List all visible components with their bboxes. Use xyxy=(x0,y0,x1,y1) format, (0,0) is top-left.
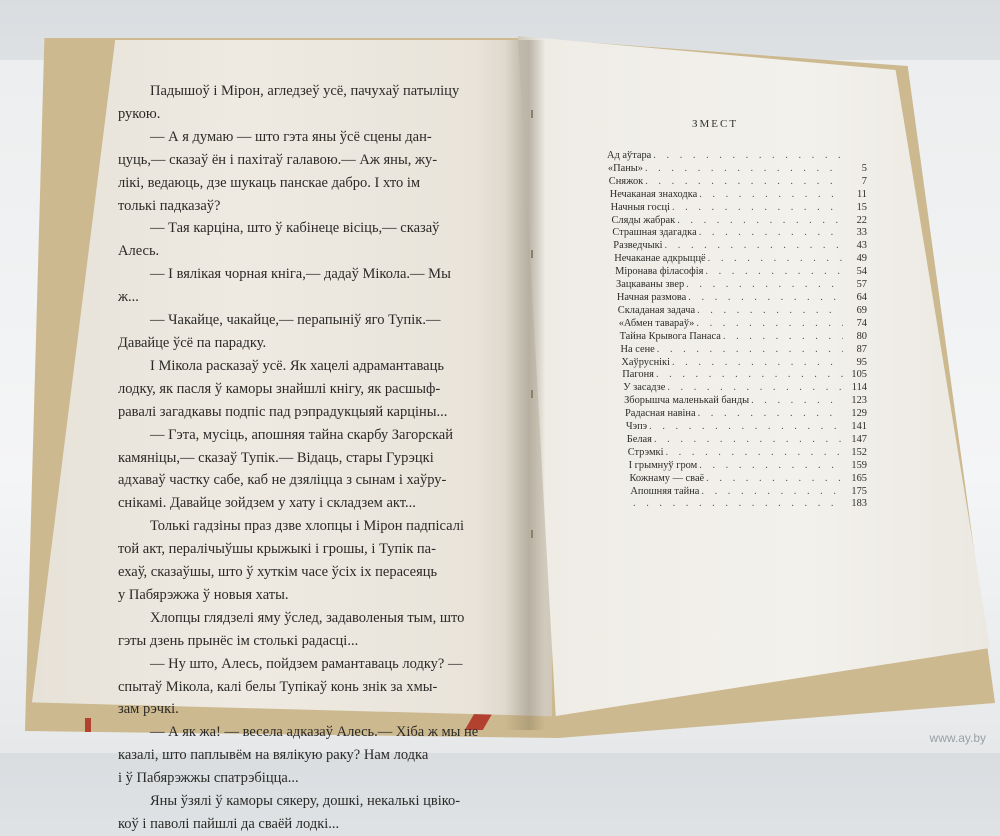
text-line: Яны ўзялі ў каморы сякеру, дошкі, некалькі цвіко- xyxy=(150,793,461,810)
toc-entry-title: І грымнуў гром xyxy=(628,459,698,471)
toc-entry-title: Белая xyxy=(626,433,652,445)
toc-entry-page: 5 xyxy=(861,162,867,174)
toc-entry-title: Зборышча маленькай банды xyxy=(624,395,750,407)
toc-leader-dots xyxy=(694,318,843,331)
toc-entry-page: 7 xyxy=(861,175,867,187)
toc-entry-page: 95 xyxy=(856,356,867,368)
binding-stitch xyxy=(531,250,533,258)
text-line: гэты дзень прынёс ім столькі радасці... xyxy=(118,632,359,649)
text-line: ехаў, сказаўшы, што ў хуткім часе ўсіх іх перасеяць xyxy=(118,564,438,581)
toc-entry-page: 49 xyxy=(856,253,867,265)
toc-entry-page: 15 xyxy=(856,201,867,213)
text-line: спытаў Мікола, калі белы Тупікаў конь знік за хмы- xyxy=(118,678,438,695)
toc-entry xyxy=(607,331,867,344)
toc-entry-page: 22 xyxy=(856,214,867,226)
toc-entry xyxy=(607,486,867,499)
toc-entry-page: 152 xyxy=(851,446,867,458)
toc-entry xyxy=(607,292,867,305)
text-line: — І вялікая чорная кніга,— дадаў Мікола.— Мы xyxy=(150,266,451,283)
toc-leader-dots xyxy=(651,150,843,163)
toc-leader-dots xyxy=(695,305,843,318)
text-line: у Пабярэжжа ў новыя хаты. xyxy=(118,586,289,603)
toc-entry-page: 80 xyxy=(856,330,867,342)
toc-entry-title: Ад аўтара xyxy=(607,150,652,161)
toc-entry xyxy=(607,421,867,434)
toc-leader-dots xyxy=(703,266,843,279)
toc-entry-title: Страшная здагадка xyxy=(612,227,697,239)
toc-entry-page: 105 xyxy=(851,369,867,381)
toc-entry-title: Складаная задача xyxy=(617,304,696,316)
toc-entry xyxy=(607,202,867,215)
toc-entry xyxy=(607,382,867,395)
toc-entry-title: Чэпэ xyxy=(625,421,648,433)
toc-entry xyxy=(607,215,867,228)
toc-entry-title: «Паны» xyxy=(607,162,643,174)
toc-entry xyxy=(607,176,867,189)
toc-leader-dots xyxy=(696,408,843,421)
text-line: — Гэта, мусіць, апошняя тайна скарбу Загорскай xyxy=(150,426,454,443)
toc-entry-title: Нечаканае адкрыццё xyxy=(614,253,706,265)
toc-entry-page xyxy=(843,150,867,163)
toc-entry-page: 64 xyxy=(856,291,867,303)
toc-entry-page: 114 xyxy=(851,382,867,394)
toc-entry xyxy=(607,253,867,266)
toc-entry-title: Стрэмкі xyxy=(627,446,664,458)
toc-entry-title: У засадзе xyxy=(623,382,666,394)
toc-leader-dots xyxy=(631,498,843,511)
text-line: — А я думаю — што гэта яны ўсё сцены дан- xyxy=(150,128,432,145)
left-page-text xyxy=(118,80,528,836)
text-line: равалі загадкавы подпіс пад рэпрадукцыяй карціны... xyxy=(118,403,448,420)
toc-entry xyxy=(607,240,867,253)
toc-leader-dots xyxy=(697,460,843,473)
toc-entry xyxy=(607,498,867,511)
text-line: — Чакайце, чакайце,— перапыніў яго Тупік.— xyxy=(150,312,441,329)
binding-stitch xyxy=(531,390,533,398)
toc-leader-dots xyxy=(721,331,843,344)
toc-entry-page: 175 xyxy=(851,485,867,497)
toc-leader-dots xyxy=(670,357,843,370)
toc-entry-title: Сняжок xyxy=(608,175,644,187)
toc-leader-dots xyxy=(699,486,843,499)
text-line: коў і паволі пайшлі да сваёй лодкі... xyxy=(118,816,340,832)
text-line: адхаваў частку сабе, каб не дзяліцца з сынам і хаўру- xyxy=(118,472,447,489)
toc-entry xyxy=(607,163,867,176)
text-line: і ў Пабярэжжы спатрэбіцца... xyxy=(118,770,299,787)
toc-leader-dots xyxy=(706,253,843,266)
toc-leader-dots xyxy=(686,292,843,305)
text-line: ж... xyxy=(118,289,139,306)
toc-entry-title: Радасная навіна xyxy=(625,408,696,420)
toc-entry xyxy=(607,434,867,447)
toc-entry-page: 129 xyxy=(851,408,867,420)
toc-entry-page: 159 xyxy=(851,459,867,471)
toc-entry-page: 183 xyxy=(851,498,867,510)
toc-entry-title: Тайна Крывога Панаса xyxy=(619,330,721,342)
toc-entry xyxy=(607,318,867,331)
toc-entry-page: 165 xyxy=(851,472,867,484)
toc-leader-dots xyxy=(665,382,843,395)
toc-entry-title: Зацкаваны звер xyxy=(616,279,685,291)
text-line: Хлопцы глядзелі яму ўслед, задаволеныя тым, што xyxy=(150,609,465,626)
text-line: лікі, ведаюць, дзе шукаць панскае дабро. І хто ім xyxy=(118,174,421,191)
toc-entry xyxy=(607,150,867,163)
toc-entry xyxy=(607,227,867,240)
text-line: І Мікола расказаў усё. Як хацелі адрамантаваць xyxy=(150,357,444,374)
toc-leader-dots xyxy=(647,421,843,434)
toc-leader-dots xyxy=(655,344,843,357)
toc-entry xyxy=(607,395,867,408)
toc-entry-title: Апошняя тайна xyxy=(630,485,700,497)
toc-entry-title: Начная размова xyxy=(616,291,687,303)
toc-entry-page: 43 xyxy=(856,240,867,252)
toc-entry-page: 141 xyxy=(851,421,867,433)
toc-leader-dots xyxy=(670,202,843,215)
toc-entry-title: На сене xyxy=(620,343,655,355)
cover-red-mark-left xyxy=(85,718,91,732)
toc-entry xyxy=(607,369,867,382)
toc-entry-page: 74 xyxy=(856,317,867,329)
text-line: казалі, што паплывём на вялікую раку? Нам лодка xyxy=(118,747,429,764)
toc-leader-dots xyxy=(684,279,843,292)
text-line: Алесь. xyxy=(118,243,160,260)
watermark: www.ay.by xyxy=(929,731,986,745)
text-line: — А як жа! — весела адказаў Алесь.— Хіба ж мы не xyxy=(150,724,479,741)
toc-entry xyxy=(607,189,867,202)
text-line: лодку, як пасля ў каморы знайшлі кнігу, як расшыф- xyxy=(118,380,441,397)
binding-stitch xyxy=(531,530,533,538)
text-line: — Ну што, Алесь, пойдзем рамантаваць лодку? — xyxy=(150,655,463,672)
text-line: — Тая карціна, што ў кабінеце вісіць,— сказаў xyxy=(150,220,440,237)
text-line: зам рэчкі. xyxy=(118,701,179,718)
toc-entry-page: 123 xyxy=(851,395,867,407)
toc-title: ЗМЕСТ xyxy=(692,118,739,130)
toc-entry-page: 147 xyxy=(851,433,867,445)
toc-entry-title: Пагоня xyxy=(622,369,654,381)
toc-entry xyxy=(607,279,867,292)
toc-entry xyxy=(607,357,867,370)
toc-entry-title: Нечаканая знаходка xyxy=(609,188,698,200)
text-line: рукою. xyxy=(118,105,161,122)
toc-leader-dots xyxy=(663,240,843,253)
toc-leader-dots xyxy=(643,163,843,176)
toc-entry-title: Кожнаму — сваё xyxy=(629,472,705,484)
text-line: той акт, пералічыўшы крыжыкі і грошы, і Тупік па- xyxy=(118,541,436,558)
toc-leader-dots xyxy=(704,473,843,486)
text-line: Падышоў і Мірон, агледзеў усё, пачухаў патыліцу xyxy=(150,83,460,99)
text-line: снікамі. Давайце зойдзем у хату і складзем акт... xyxy=(118,495,416,512)
toc-entry xyxy=(607,473,867,486)
toc-entry-page: 69 xyxy=(856,304,867,316)
toc-entry-title: «Абмен тавараў» xyxy=(618,317,695,329)
toc-entry-title: Разведчыкі xyxy=(613,240,663,252)
toc-leader-dots xyxy=(697,227,843,240)
toc-leader-dots xyxy=(654,369,843,382)
toc-entry-page: 57 xyxy=(856,279,867,291)
toc-entry xyxy=(607,460,867,473)
toc-entry-title: Начныя госці xyxy=(610,201,670,213)
toc-entry-page: 54 xyxy=(856,266,867,278)
toc-entry-title: Міронава філасофія xyxy=(615,266,704,278)
toc-entry-title: Хаўруснікі xyxy=(621,356,670,368)
toc-leader-dots xyxy=(643,176,843,189)
toc-leader-dots xyxy=(652,434,843,447)
toc-entry-page: 87 xyxy=(856,343,867,355)
toc-entry-page: 33 xyxy=(856,227,867,239)
binding-stitch xyxy=(531,110,533,118)
toc-leader-dots xyxy=(663,447,843,460)
toc-entry xyxy=(607,266,867,279)
toc-entry xyxy=(607,305,867,318)
toc-leader-dots xyxy=(697,189,843,202)
toc-leader-dots xyxy=(675,215,843,228)
table-of-contents xyxy=(607,150,867,511)
toc-entry-title: Сляды жабрак xyxy=(611,214,676,226)
text-line: камяніцы,— сказаў Тупік.— Відаць, стары Гурэцкі xyxy=(118,449,434,466)
toc-entry xyxy=(607,344,867,357)
toc-entry xyxy=(607,447,867,460)
toc-entry-page: 11 xyxy=(856,188,867,200)
toc-leader-dots xyxy=(749,395,843,408)
text-line: Давайце ўсё па парадку. xyxy=(118,334,267,351)
toc-entry xyxy=(607,408,867,421)
text-line: толькі падказаў? xyxy=(118,197,221,214)
text-line: Толькі гадзіны праз дзве хлопцы і Мірон падпісалі xyxy=(150,518,464,535)
text-line: цуць,— сказаў ён і пахітаў галавою.— Аж яны, жу- xyxy=(118,151,438,168)
